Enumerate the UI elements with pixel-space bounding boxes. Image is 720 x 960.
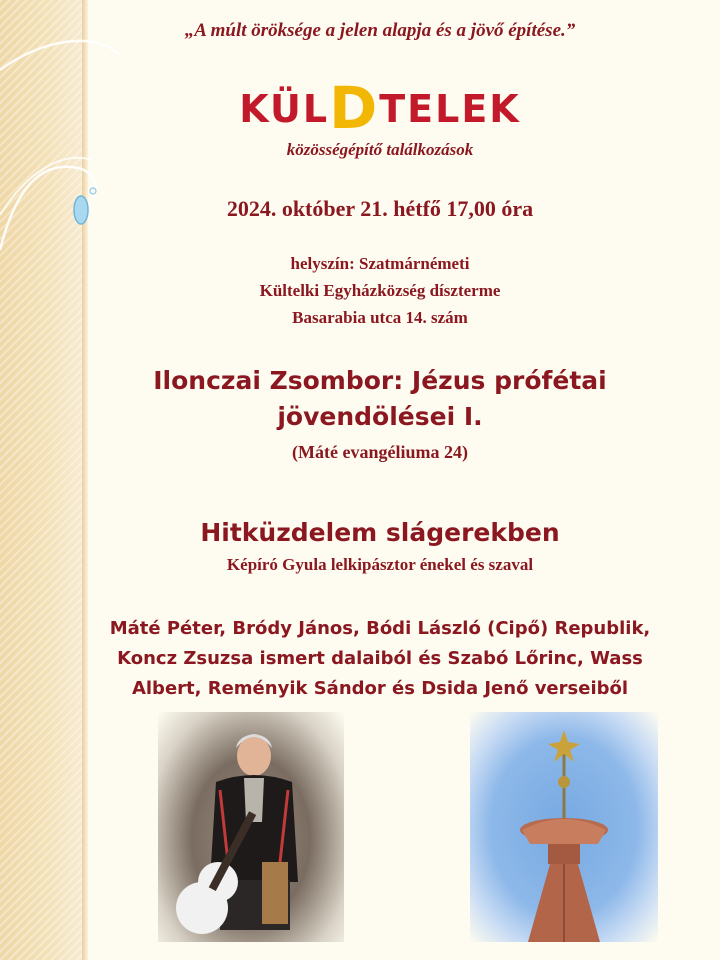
logo-part-1: KÜL (239, 87, 330, 131)
event-logo (60, 74, 700, 142)
logo-part-2: TELEK (379, 87, 521, 131)
performer-photo (158, 712, 344, 942)
lecture-title-line: jövendölései I. (277, 402, 483, 431)
logo-highlight-letter: D (329, 74, 380, 142)
concert-title: Hitküzdelem slágerekben (200, 518, 560, 547)
venue-line: helyszín: Szatmárnémeti (290, 254, 470, 273)
church-tower-photo (470, 712, 658, 942)
lecture-title-line: Ilonczai Zsombor: Jézus prófétai (153, 366, 607, 395)
event-date: 2024. október 21. hétfő 17,00 óra (226, 196, 534, 221)
credits-line: Máté Péter, Bródy János, Bódi László (Cipő) Republik, (109, 618, 651, 639)
lecture-reference: (Máté evangéliuma 24) (292, 442, 468, 462)
concert-subtitle: Képíró Gyula lelkipásztor énekel és szaval (226, 555, 534, 574)
venue-line: Kültelki Egyházközség díszterme (259, 281, 501, 300)
event-subtitle: közösségépítő találkozások (286, 140, 474, 159)
venue-line: Basarabia utca 14. szám (292, 308, 468, 327)
credits-line: Albert, Reményik Sándor és Dsida Jenő verseiből (131, 678, 629, 699)
credits-line: Koncz Zsuzsa ismert dalaiból és Szabó Lőrinc, Wass (117, 648, 643, 669)
motto: „A múlt öröksége a jelen alapja és a jövő építése.” (184, 20, 576, 41)
